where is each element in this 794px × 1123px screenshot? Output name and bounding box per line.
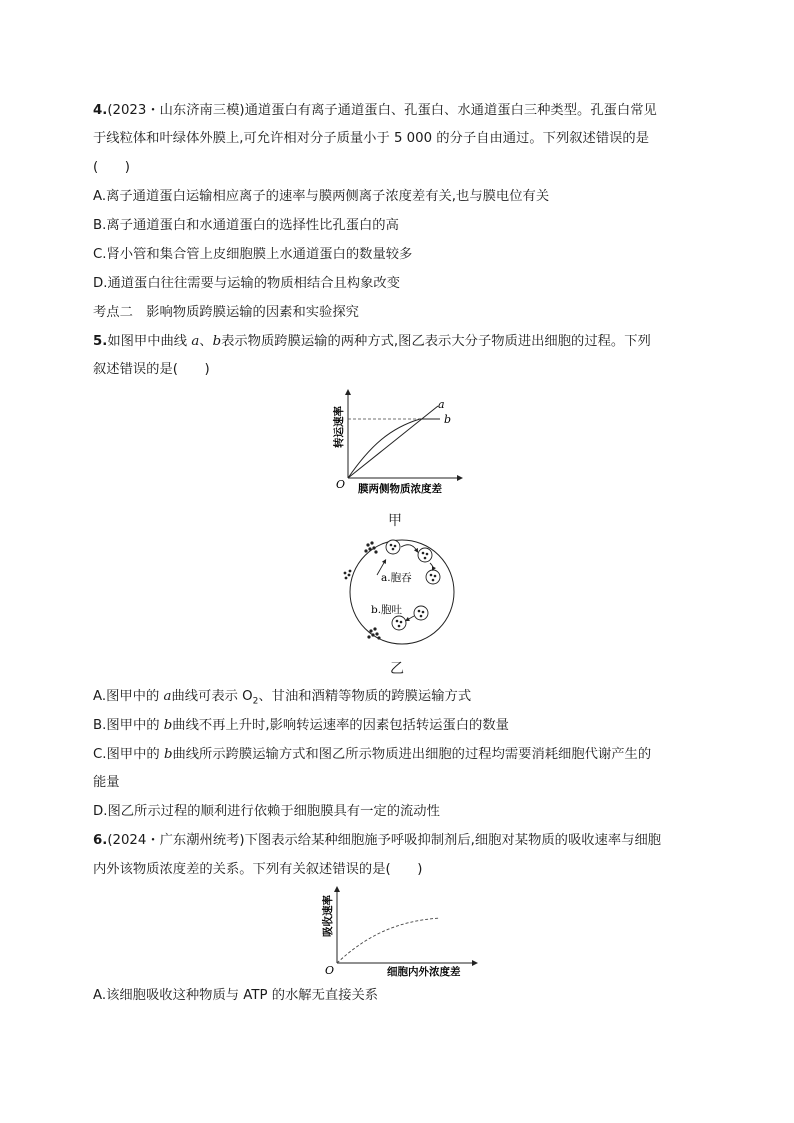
q5-opt-b-text-1: B.图甲中的	[93, 718, 164, 733]
figure-yi-caption: 乙	[390, 661, 404, 677]
q6-option-a: A.该细胞吸收这种物质与 ATP 的水解无直接关系	[93, 988, 379, 1003]
endocytosis-arrow-2	[430, 563, 433, 569]
q6-stem-line-1	[93, 831, 661, 851]
q5-opt-a-text-2: 曲线可表示 O	[171, 689, 253, 704]
q5-stem-text-1c: 表示物质跨膜运输的两种方式,图乙表示大分子物质进出细胞的过程。下列	[221, 334, 651, 349]
yi-label-endocytosis: a.胞吞	[381, 572, 412, 584]
exocytic-vesicle-2	[392, 616, 406, 630]
q6-curve	[337, 918, 440, 963]
figure-jia-svg	[320, 388, 480, 498]
q4-answer-blank: ( )	[93, 160, 130, 175]
jia-origin: O	[336, 478, 346, 491]
figure-yi	[335, 535, 465, 650]
endocytic-vesicle-1	[386, 540, 400, 554]
q5-var-b: b	[212, 334, 222, 349]
q4-stem-line-1	[93, 101, 657, 121]
figure-q6-svg	[315, 885, 485, 980]
q5-option-a	[93, 687, 471, 712]
q6-origin: O	[325, 964, 335, 977]
q5-option-c	[93, 745, 651, 765]
q5-opt-a-var: a	[163, 689, 172, 704]
q6-stem-line-2: 内外该物质浓度差的关系。下列有关叙述错误的是( )	[93, 862, 423, 877]
q5-opt-a-subscript: 2	[252, 696, 259, 707]
q6-y-label: 吸收速率	[322, 895, 334, 937]
q4-stem-text-1: (2023・山东济南三模)通道蛋白有离子通道蛋白、孔蛋白、水通道蛋白三种类型。孔蛋白常见	[107, 103, 657, 118]
q6-x-label: 细胞内外浓度差	[387, 966, 461, 978]
q6-number: 6.	[93, 833, 108, 848]
jia-x-label: 膜两侧物质浓度差	[358, 483, 442, 495]
q6-stem-text-1: (2024・广东潮州统考)下图表示给某种细胞施予呼吸抑制剂后,细胞对某物质的吸收速率与细胞	[107, 833, 662, 848]
endocytosis-arrow-1	[401, 545, 417, 551]
q4-option-a: A.离子通道蛋白运输相应离子的速率与膜两侧离子浓度差有关,也与膜电位有关	[93, 189, 550, 204]
exocytic-vesicle-1	[414, 606, 428, 620]
jia-curve-b	[348, 419, 440, 478]
q5-option-b	[93, 716, 509, 736]
q5-opt-a-text-3: 、甘油和酒精等物质的跨膜运输方式	[258, 689, 472, 704]
q5-opt-b-text-2: 曲线不再上升时,影响转运速率的因素包括转运蛋白的数量	[172, 718, 509, 733]
endocytic-vesicle-2	[418, 548, 432, 562]
q5-stem-line-2: 叙述错误的是( )	[93, 362, 210, 377]
q5-stem-text-1a: 如图甲中曲线	[107, 334, 192, 349]
q5-var-a: a	[191, 334, 200, 349]
figure-jia-caption: 甲	[388, 513, 402, 529]
q4-option-d: D.通道蛋白往往需要与运输的物质相结合且构象改变	[93, 276, 400, 291]
q5-opt-c-var: b	[163, 747, 173, 762]
section-heading: 考点二 影响物质跨膜运输的因素和实验探究	[93, 305, 359, 320]
q4-stem-line-2: 于线粒体和叶绿体外膜上,可允许相对分子质量小于 5 000 的分子自由通过。下列叙述错误的是	[93, 131, 650, 146]
q5-option-c-cont: 能量	[93, 775, 120, 790]
figure-q6	[315, 885, 485, 980]
q4-option-b: B.离子通道蛋白和水通道蛋白的选择性比孔蛋白的高	[93, 218, 399, 233]
exocytosis-arrow	[407, 616, 414, 620]
figure-jia	[320, 388, 480, 498]
jia-label-a: a	[438, 398, 445, 411]
q5-opt-a-text-1: A.图甲中的	[93, 689, 164, 704]
q5-opt-b-var: b	[163, 718, 173, 733]
endocytic-vesicle-3	[426, 570, 440, 584]
jia-label-b: b	[444, 413, 452, 426]
q5-opt-c-text-2: 曲线所示跨膜运输方式和图乙所示物质进出细胞的过程均需要消耗细胞代谢产生的	[172, 747, 652, 762]
q5-number: 5.	[93, 334, 108, 349]
q5-stem-line-1	[93, 332, 651, 352]
q5-opt-c-text-1: C.图甲中的	[93, 747, 164, 762]
figure-yi-svg	[335, 535, 465, 650]
q5-option-d: D.图乙所示过程的顺利进行依赖于细胞膜具有一定的流动性	[93, 804, 440, 819]
jia-y-label: 转运速率	[333, 406, 345, 448]
yi-label-exocytosis: b.胞吐	[371, 604, 403, 616]
q4-number: 4.	[93, 103, 108, 118]
jia-curve-a	[348, 406, 438, 478]
q4-option-c: C.肾小管和集合管上皮细胞膜上水通道蛋白的数量较多	[93, 247, 413, 262]
q5-stem-text-1b: 、	[199, 334, 213, 349]
exocytosis-particles-outside	[367, 627, 380, 639]
